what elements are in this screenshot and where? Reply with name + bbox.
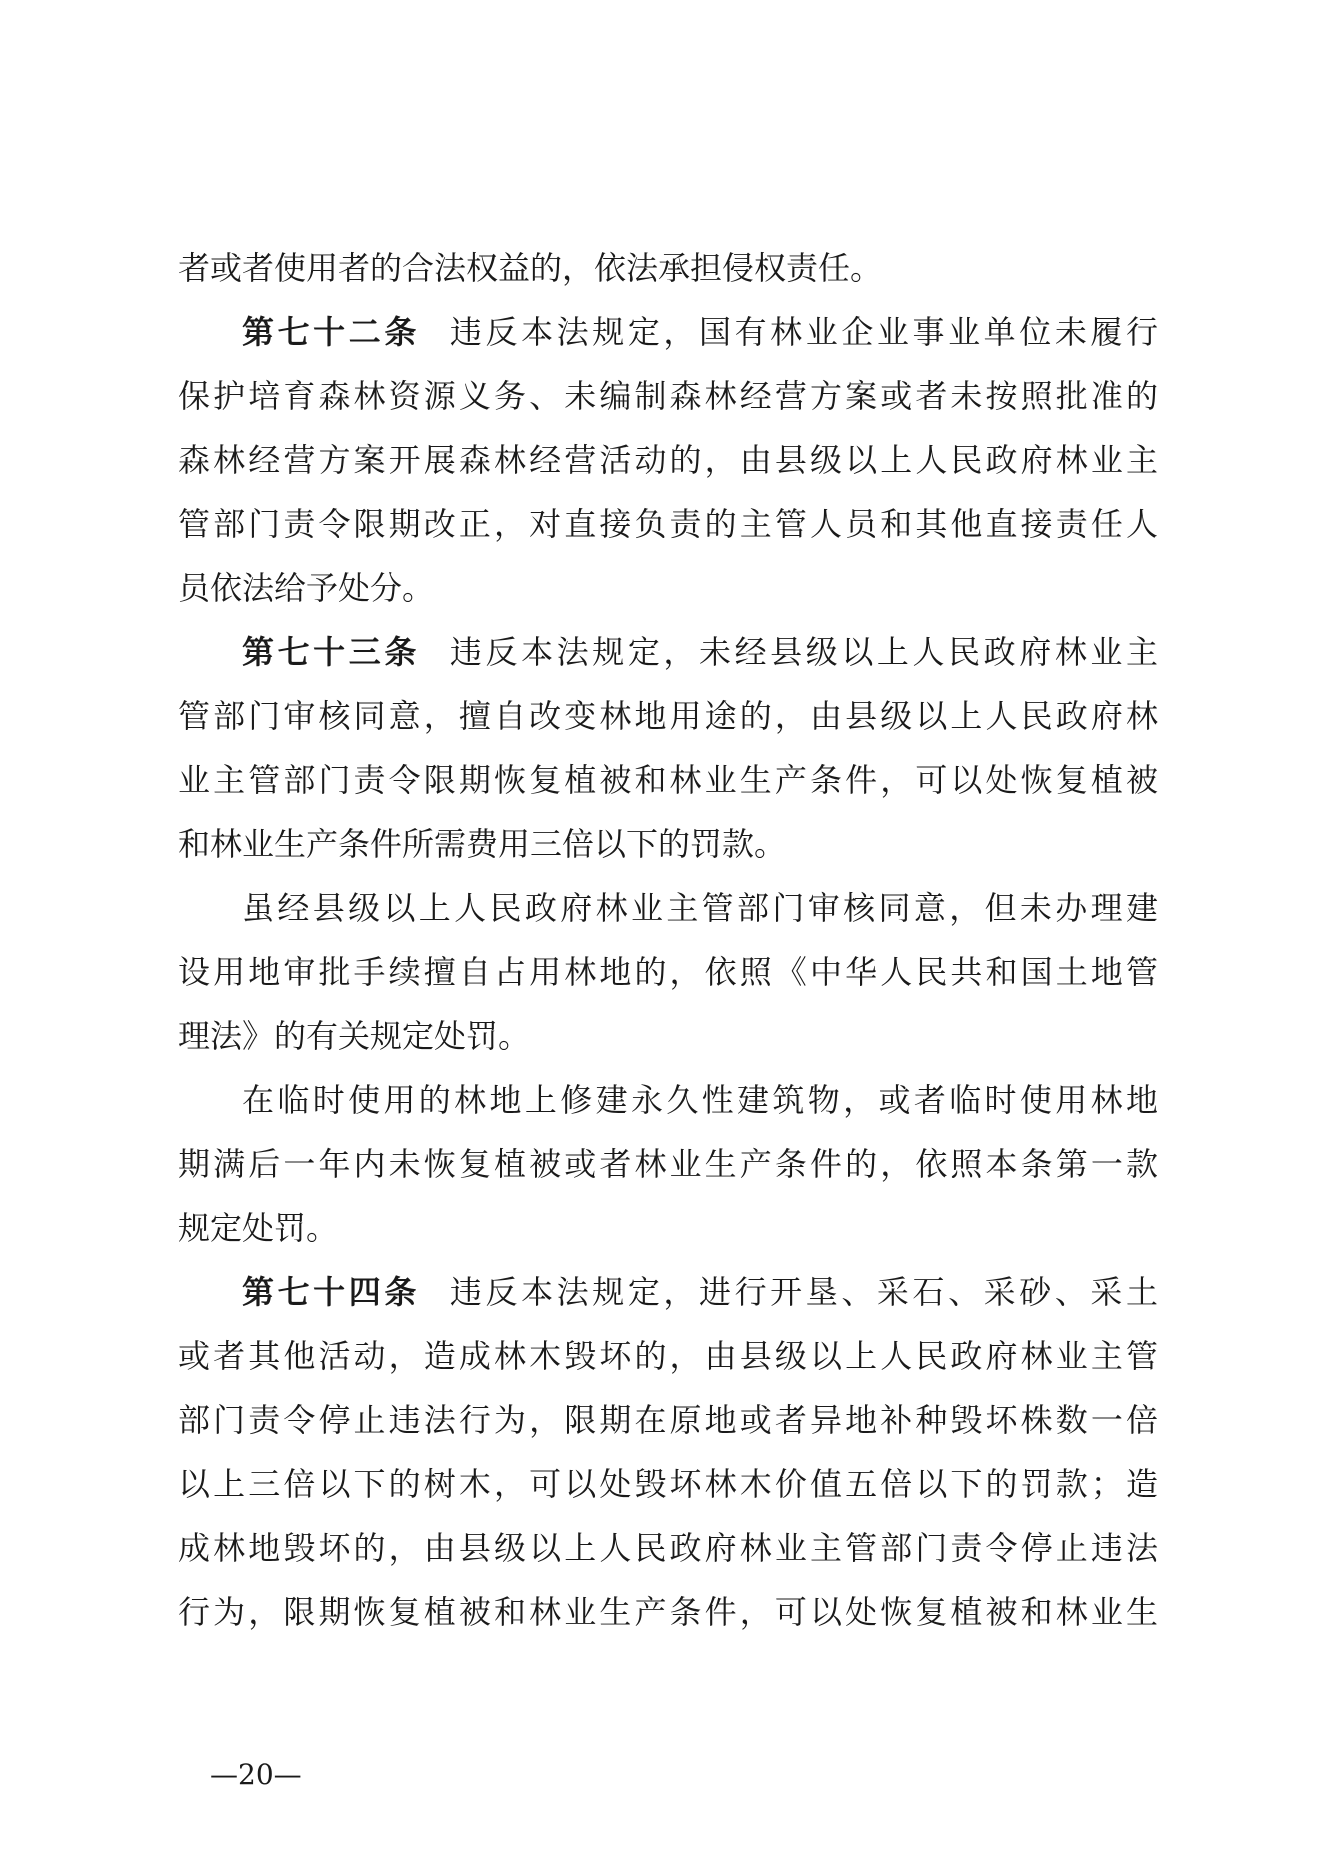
page-number: —20— — [210, 1758, 302, 1791]
text-line: 员依法给予处分。 — [178, 569, 435, 607]
text-line: 和林业生产条件所需费用三倍以下的罚款。 — [178, 825, 787, 863]
text-line: 部门责令停止违法行为，限期在原地或者异地补种毁坏株数一倍 — [178, 1401, 1158, 1439]
text-line: 管部门责令限期改正，对直接负责的主管人员和其他直接责任人 — [178, 505, 1158, 543]
article-number: 第七十四条 — [242, 1273, 420, 1311]
article-73-first-line — [178, 620, 1158, 684]
text-line: 者或者使用者的合法权益的，依法承担侵权责任。 — [178, 249, 883, 287]
text-line: 森林经营方案开展森林经营活动的，由县级以上人民政府林业主 — [178, 441, 1158, 479]
text-line: 虽经县级以上人民政府林业主管部门审核同意，但未办理建 — [242, 889, 1158, 927]
text-line: 期满后一年内未恢复植被或者林业生产条件的，依照本条第一款 — [178, 1145, 1158, 1183]
text-line: 或者其他活动，造成林木毁坏的，由县级以上人民政府林业主管 — [178, 1337, 1158, 1375]
text-line: 行为，限期恢复植被和林业生产条件，可以处恢复植被和林业生 — [178, 1593, 1158, 1631]
article-74-first-line — [178, 1260, 1158, 1324]
text-line: 保护培育森林资源义务、未编制森林经营方案或者未按照批准的 — [178, 377, 1158, 415]
article-text: 违反本法规定，国有林业企业事业单位未履行 — [449, 313, 1158, 351]
article-number: 第七十二条 — [242, 313, 420, 351]
text-line: 规定处罚。 — [178, 1209, 339, 1247]
article-number: 第七十三条 — [242, 633, 420, 671]
article-72-first-line — [178, 300, 1158, 364]
text-line: 以上三倍以下的树木，可以处毁坏林木价值五倍以下的罚款；造 — [178, 1465, 1158, 1503]
document-body — [178, 236, 1158, 1644]
text-line: 在临时使用的林地上修建永久性建筑物，或者临时使用林地 — [242, 1081, 1158, 1119]
article-text: 违反本法规定，未经县级以上人民政府林业主 — [449, 633, 1158, 671]
article-text: 违反本法规定，进行开垦、采石、采砂、采土 — [449, 1273, 1158, 1311]
text-line: 管部门审核同意，擅自改变林地用途的，由县级以上人民政府林 — [178, 697, 1158, 735]
text-line: 业主管部门责令限期恢复植被和林业生产条件，可以处恢复植被 — [178, 761, 1158, 799]
text-line: 成林地毁坏的，由县级以上人民政府林业主管部门责令停止违法 — [178, 1529, 1158, 1567]
text-line: 理法》的有关规定处罚。 — [178, 1017, 531, 1055]
text-line: 设用地审批手续擅自占用林地的，依照《中华人民共和国土地管 — [178, 953, 1158, 991]
